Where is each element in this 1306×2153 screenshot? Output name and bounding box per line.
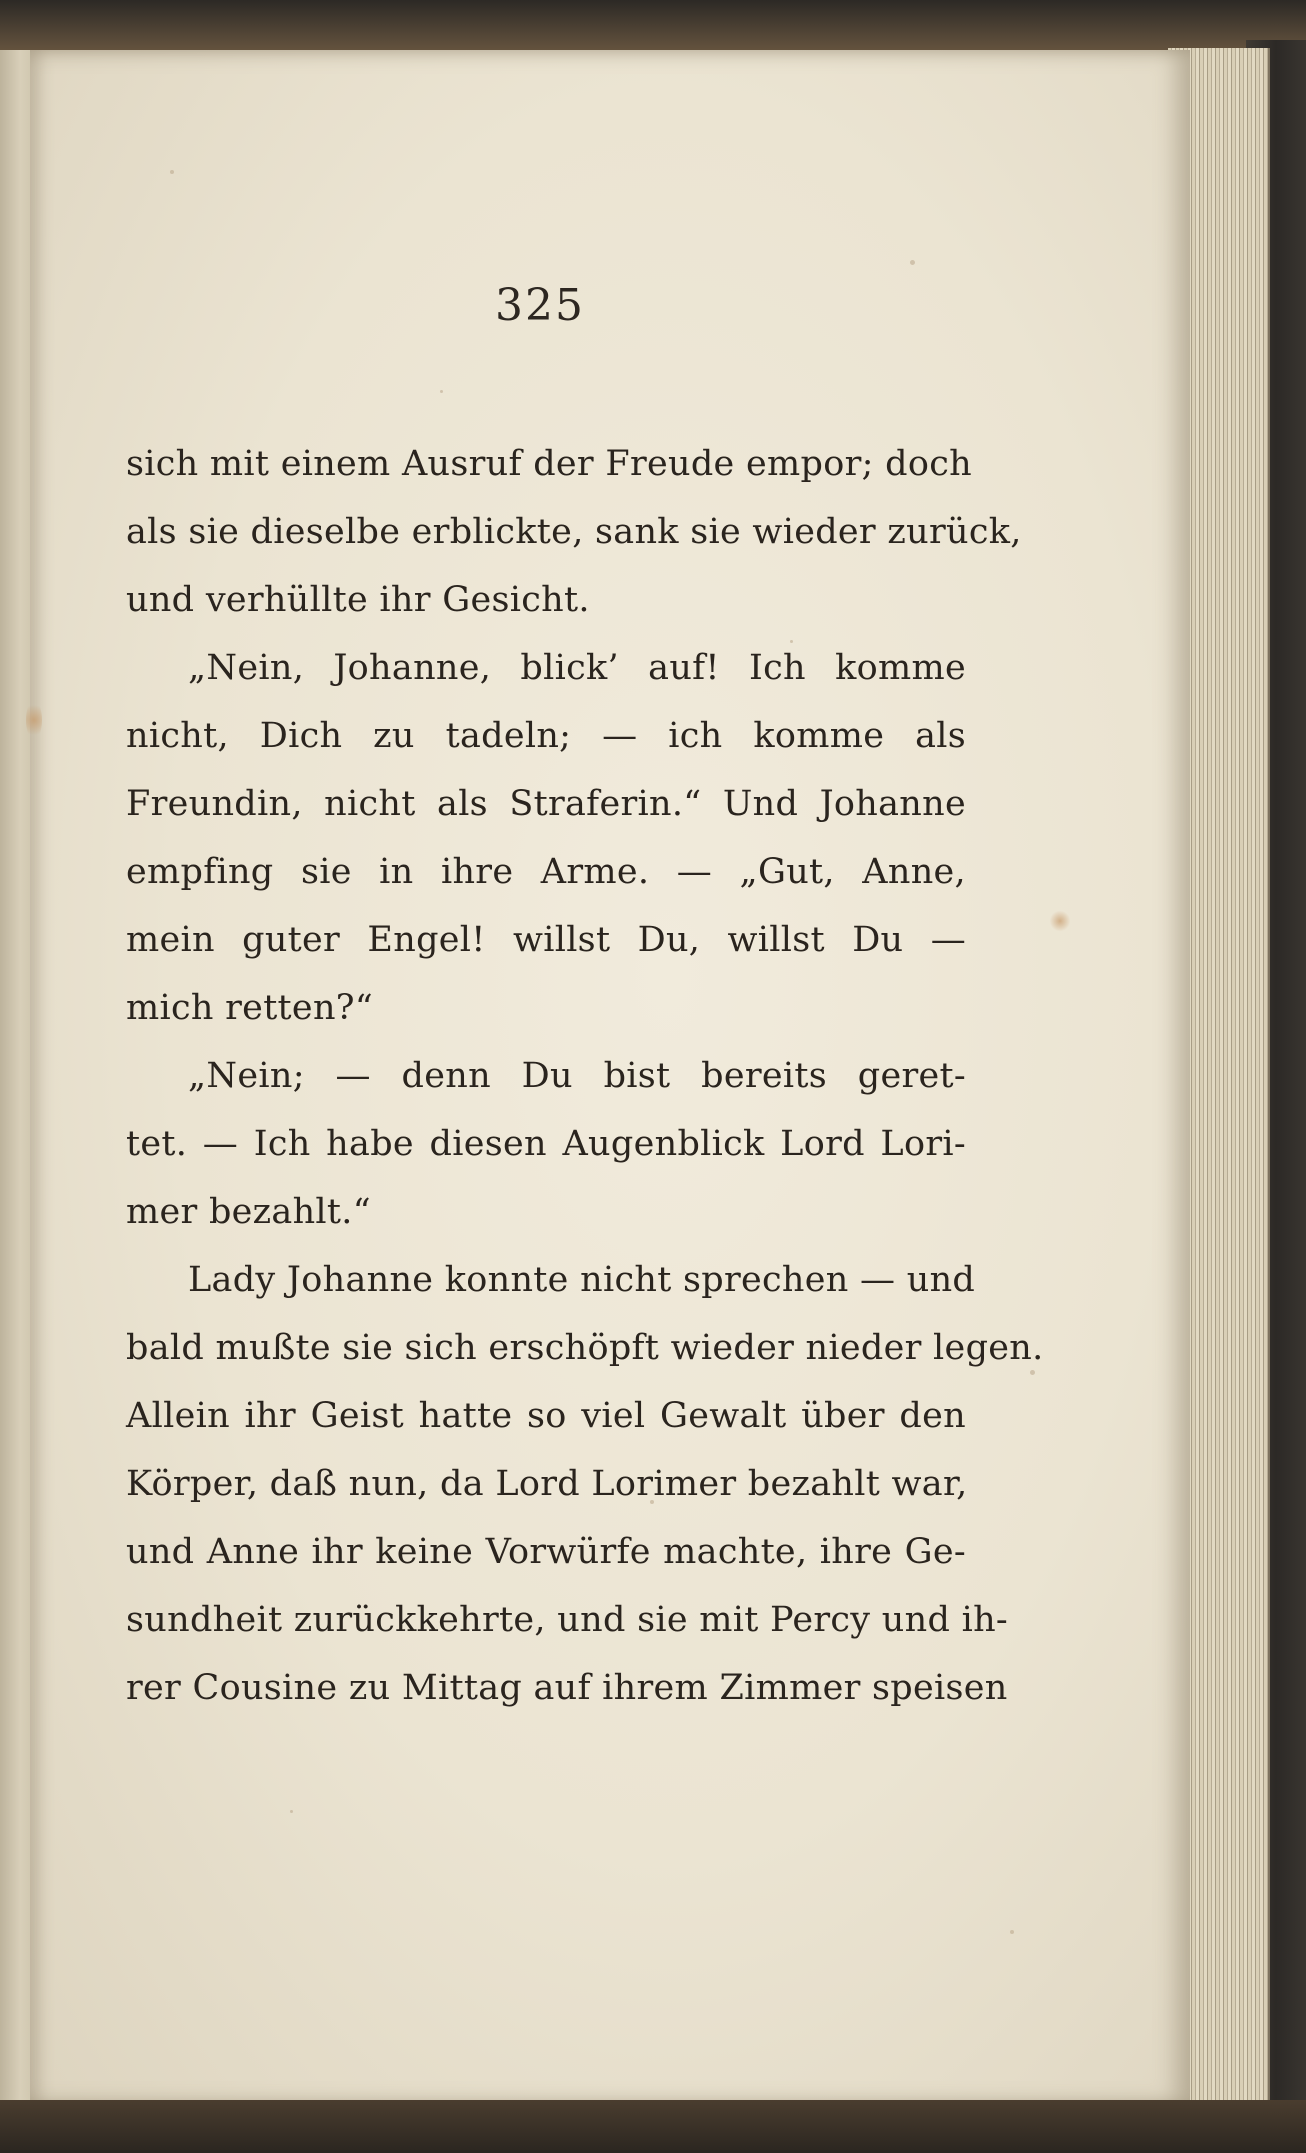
book-page [30,50,1190,2105]
paper-speck [1030,1370,1035,1375]
text-line: Lady Johanne konnte nicht sprechen — und [188,1260,976,1300]
text-line: und verhüllte ihr Gesicht. [126,580,590,620]
text-line: rer Cousine zu Mittag auf ihrem Zimmer speisen [126,1668,1008,1708]
text-line: sundheit zurückkehrte, und sie mit Percy und ih- [126,1600,1009,1640]
text-line: „Nein; — denn Du bist bereits geret- [188,1056,966,1096]
paper-speck [290,1810,293,1813]
page-number: 325 [495,280,585,331]
text-line: mer bezahlt.“ [126,1192,371,1232]
text-line: tet. — Ich habe diesen Augenblick Lord Lori- [126,1124,966,1164]
text-line: mein guter Engel! willst Du, willst Du — [126,920,966,960]
paper-speck [170,170,174,174]
text-line: Freundin, nicht als Straferin.“ Und Johanne [126,784,966,824]
book-cover-bottom-edge [0,2100,1306,2153]
text-line: Allein ihr Geist hatte so viel Gewalt über den [126,1396,966,1436]
paper-speck [1010,1930,1014,1934]
text-line: mich retten?“ [126,988,374,1028]
paper-speck [910,260,915,265]
paper-speck [440,390,443,393]
paper-stain [26,700,42,740]
text-line: empfing sie in ihre Arme. — „Gut, Anne, [126,852,966,892]
text-line: „Nein, Johanne, blick’ auf! Ich komme [188,648,966,688]
text-line: als sie dieselbe erblickte, sank sie wieder zurück, [126,512,1022,552]
text-line: Körper, daß nun, da Lord Lorimer bezahlt war, [126,1464,968,1504]
text-line: nicht, Dich zu tadeln; — ich komme als [126,716,966,756]
text-line: bald mußte sie sich erschöpft wieder nieder legen. [126,1328,1044,1368]
text-line: und Anne ihr keine Vorwürfe machte, ihre Ge- [126,1532,966,1572]
paper-stain [1050,910,1070,932]
text-line: sich mit einem Ausruf der Freude empor; doch [126,444,972,484]
body-text [126,430,1044,1722]
